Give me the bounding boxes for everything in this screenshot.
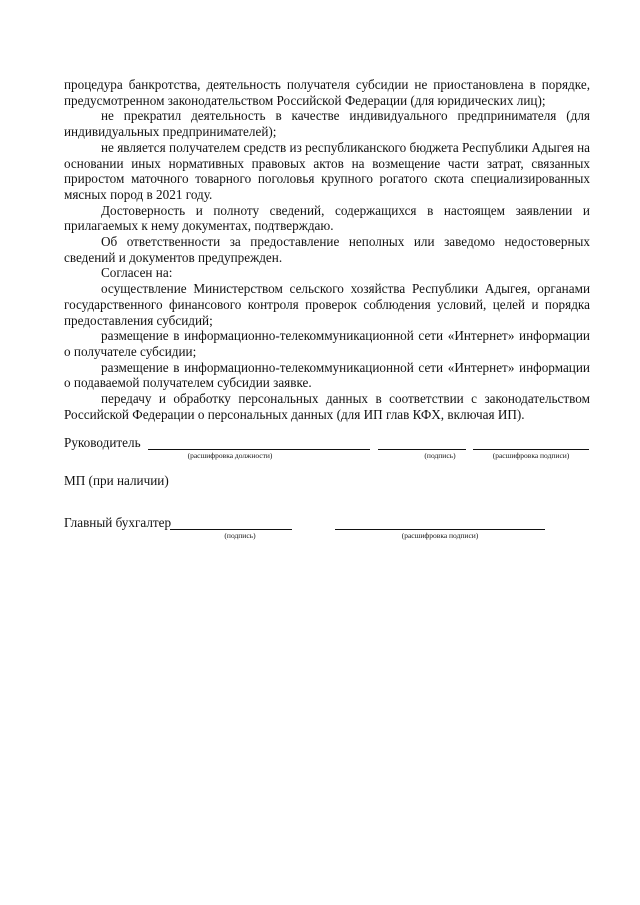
paragraph-consent-inspections: осуществление Министерством сельского хозяйства Республики Адыгея, органами государственного финансового контроля проверок соблюдения условий, целей и порядка предоставления субсидий; [64,281,590,328]
accountant-signature-line [170,529,292,530]
accountant-decoding-caption: (расшифровка подписи) [401,531,479,540]
paragraph-consent-recipient-info: размещение в информационно-телекоммуникационной сети «Интернет» информации о получателе субсидии; [64,328,590,359]
accountant-signature-caption: (подпись) [224,531,256,540]
paragraph-responsibility: Об ответственности за предоставление неполных или заведомо недостоверных сведений и документов предупрежден. [64,234,590,265]
head-signature-line [378,449,466,450]
paragraph-consent-personal-data: передачу и обработку персональных данных в соответствии с законодательством Российской Федерации о персональных данных (для ИП глав КФХ, включая ИП). [64,391,590,422]
head-label: Руководитель [64,435,141,450]
paragraph-bankruptcy: процедура банкротства, деятельность получателя субсидии не приостановлена в порядке, предусмотренном законодательством Российской Федерации (для юридических лиц); [64,77,590,108]
position-caption: (расшифровка должности) [187,451,273,460]
paragraph-entrepreneur: не прекратил деятельность в качестве индивидуального предпринимателя (для индивидуальных предпринимателей); [64,108,590,140]
paragraph-budget-funds: не является получателем средств из республиканского бюджета Республики Адыгея на основании иных нормативных правовых актов на возмещение части затрат, связанных приростом маточного товарного поголовья крупного рогатого скота специализированных мясных пород в 2021 году. [64,139,590,202]
paragraph-consent-heading: Согласен на: [101,265,173,281]
accountant-label: Главный бухгалтер [64,515,172,530]
paragraph-consent-application-info: размещение в информационно-телекоммуникационной сети «Интернет» информации о подаваемой получателем субсидии заявке. [64,359,590,391]
head-signature-caption: (подпись) [424,451,456,460]
accountant-decoding-line [335,529,545,530]
statement-body [64,77,590,422]
stamp-label: МП (при наличии) [64,473,169,488]
head-decoding-line [473,449,589,450]
paragraph-accuracy: Достоверность и полноту сведений, содержащихся в настоящем заявлении и прилагаемых к нему документах, подтверждаю. [64,202,590,234]
head-decoding-caption: (расшифровка подписи) [492,451,570,460]
position-line [148,449,370,450]
